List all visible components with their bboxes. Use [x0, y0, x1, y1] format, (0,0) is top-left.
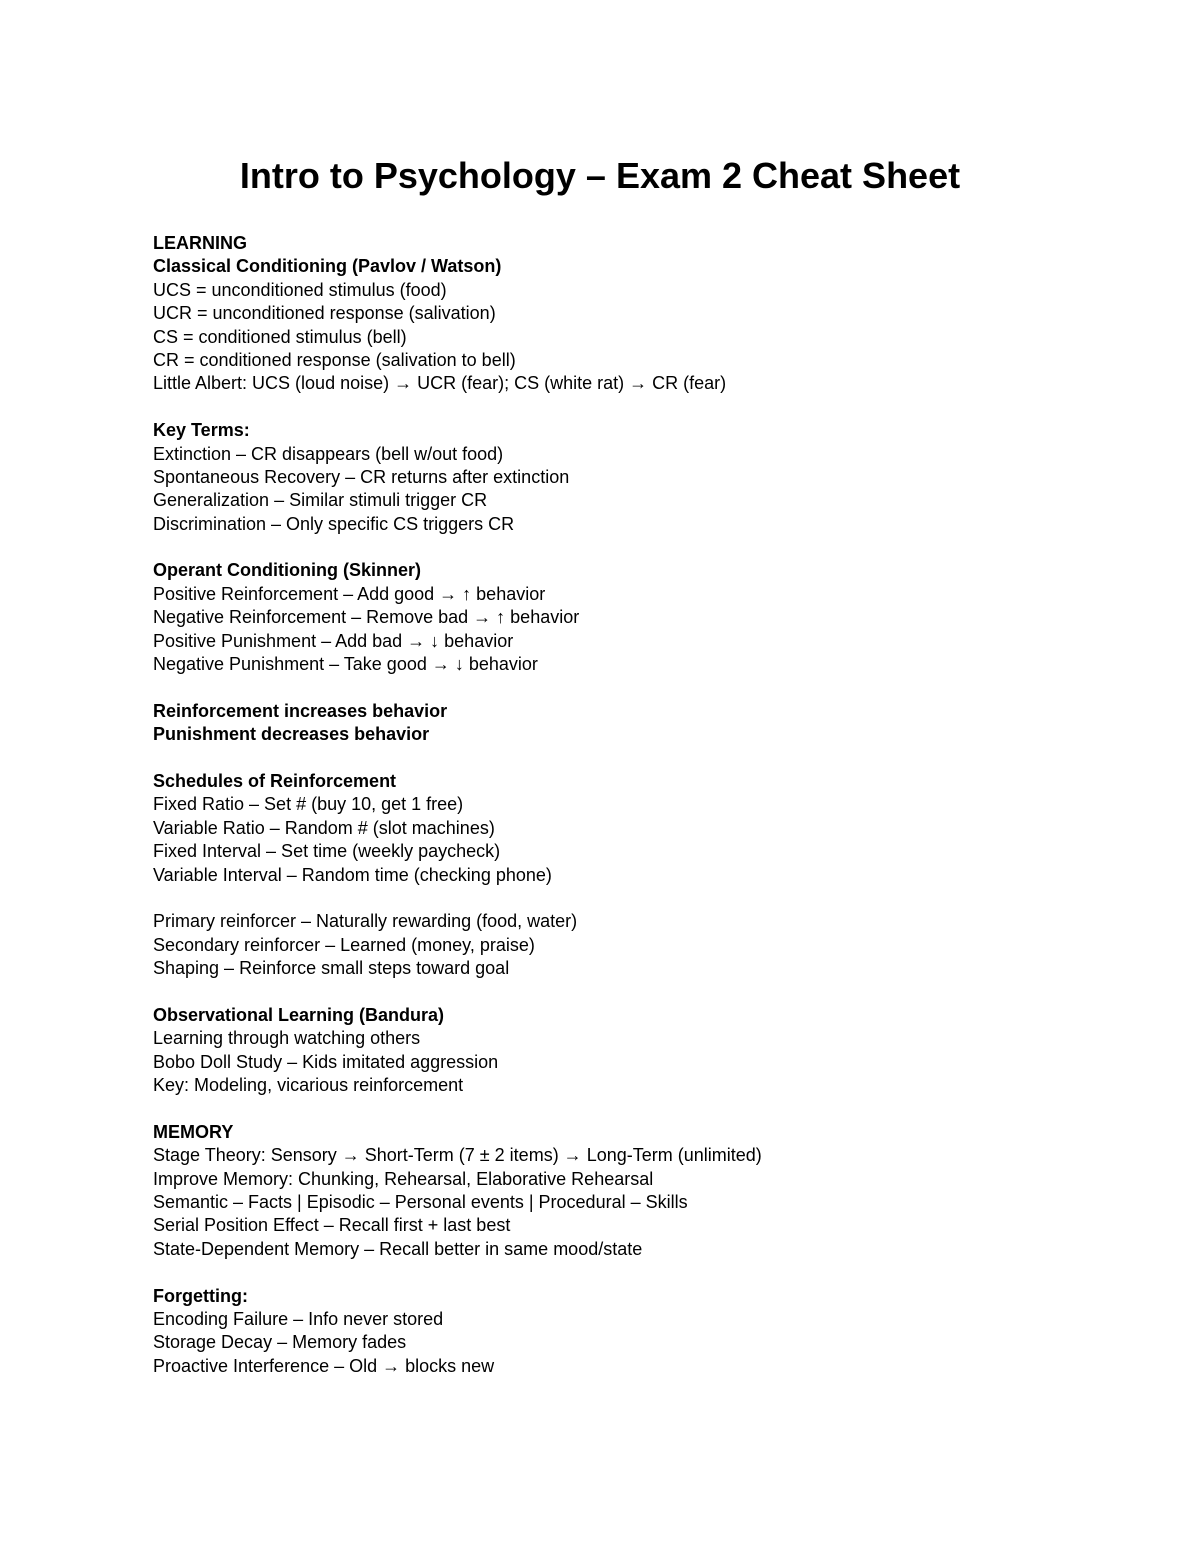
- text-line: Variable Interval – Random time (checking phone): [153, 864, 552, 885]
- text-line: Spontaneous Recovery – CR returns after extinction: [153, 466, 570, 487]
- text-line: Encoding Failure – Info never stored: [153, 1308, 444, 1329]
- section-gap: [153, 536, 1153, 559]
- text-line: Primary reinforcer – Naturally rewarding (food, water): [153, 911, 578, 932]
- section-gap: [153, 887, 1153, 910]
- section-gap: [153, 676, 1153, 699]
- text-line: Learning through watching others: [153, 1028, 421, 1049]
- text-line: Fixed Interval – Set time (weekly paycheck): [153, 841, 501, 862]
- content-block: [153, 559, 1153, 676]
- content-block: [153, 1285, 1153, 1379]
- section-heading: Operant Conditioning (Skinner): [153, 560, 421, 581]
- page-title: Intro to Psychology – Exam 2 Cheat Sheet: [239, 155, 961, 196]
- text-line: Positive Reinforcement – Add good → ↑ behavior: [153, 583, 546, 604]
- text-line: Stage Theory: Sensory → Short-Term (7 ± 2 items) → Long-Term (unlimited): [153, 1145, 762, 1166]
- section-heading: Observational Learning (Bandura): [153, 1004, 445, 1025]
- text-line: Negative Punishment – Take good → ↓ behavior: [153, 654, 538, 675]
- content-block: [153, 1004, 1153, 1098]
- section-gap: [153, 1097, 1153, 1120]
- text-line: CS = conditioned stimulus (bell): [153, 326, 407, 347]
- text-line: Proactive Interference – Old → blocks new: [153, 1355, 495, 1376]
- text-line: Bobo Doll Study – Kids imitated aggression: [153, 1051, 499, 1072]
- section-heading: Reinforcement increases behavior: [153, 700, 448, 721]
- content-block: [153, 910, 1153, 980]
- text-line: CR = conditioned response (salivation to bell): [153, 349, 516, 370]
- section-heading: Schedules of Reinforcement: [153, 770, 397, 791]
- text-line: Positive Punishment – Add bad → ↓ behavior: [153, 630, 514, 651]
- section-gap: [153, 747, 1153, 770]
- text-line: Fixed Ratio – Set # (buy 10, get 1 free): [153, 794, 464, 815]
- text-line: Variable Ratio – Random # (slot machines): [153, 817, 495, 838]
- text-line: Semantic – Facts | Episodic – Personal events | Procedural – Skills: [153, 1192, 688, 1213]
- text-line: Little Albert: UCS (loud noise) → UCR (fear); CS (white rat) → CR (fear): [153, 373, 727, 394]
- content-block: [153, 1121, 1153, 1261]
- text-line: Serial Position Effect – Recall first + last best: [153, 1215, 511, 1236]
- section-heading: MEMORY: [153, 1121, 234, 1142]
- section-heading: LEARNING: [153, 233, 247, 253]
- text-line: Storage Decay – Memory fades: [153, 1332, 407, 1353]
- text-line: Extinction – CR disappears (bell w/out food): [153, 443, 504, 464]
- content-block: [153, 700, 1153, 747]
- section-heading: Key Terms:: [153, 420, 250, 441]
- text-line: Generalization – Similar stimuli trigger CR: [153, 490, 488, 511]
- content-block: [153, 419, 1153, 536]
- text-line: State-Dependent Memory – Recall better in same mood/state: [153, 1238, 643, 1259]
- text-line: Secondary reinforcer – Learned (money, praise): [153, 934, 535, 955]
- text-line: Key: Modeling, vicarious reinforcement: [153, 1075, 464, 1096]
- section-heading: Classical Conditioning (Pavlov / Watson): [153, 256, 502, 277]
- text-line: Improve Memory: Chunking, Rehearsal, Elaborative Rehearsal: [153, 1168, 654, 1189]
- content-block: [153, 232, 1153, 396]
- text-line: Shaping – Reinforce small steps toward goal: [153, 958, 510, 979]
- section-heading: Punishment decreases behavior: [153, 724, 430, 745]
- text-line: Discrimination – Only specific CS triggers CR: [153, 513, 515, 534]
- section-gap: [153, 1261, 1153, 1284]
- section-gap: [153, 396, 1153, 419]
- content-block: [153, 770, 1153, 887]
- section-heading: Forgetting:: [153, 1285, 248, 1306]
- text-line: UCR = unconditioned response (salivation): [153, 303, 496, 324]
- cheat-sheet-body: [153, 232, 1153, 1378]
- text-line: UCS = unconditioned stimulus (food): [153, 279, 447, 300]
- text-line: Negative Reinforcement – Remove bad → ↑ behavior: [153, 607, 580, 628]
- section-gap: [153, 981, 1153, 1004]
